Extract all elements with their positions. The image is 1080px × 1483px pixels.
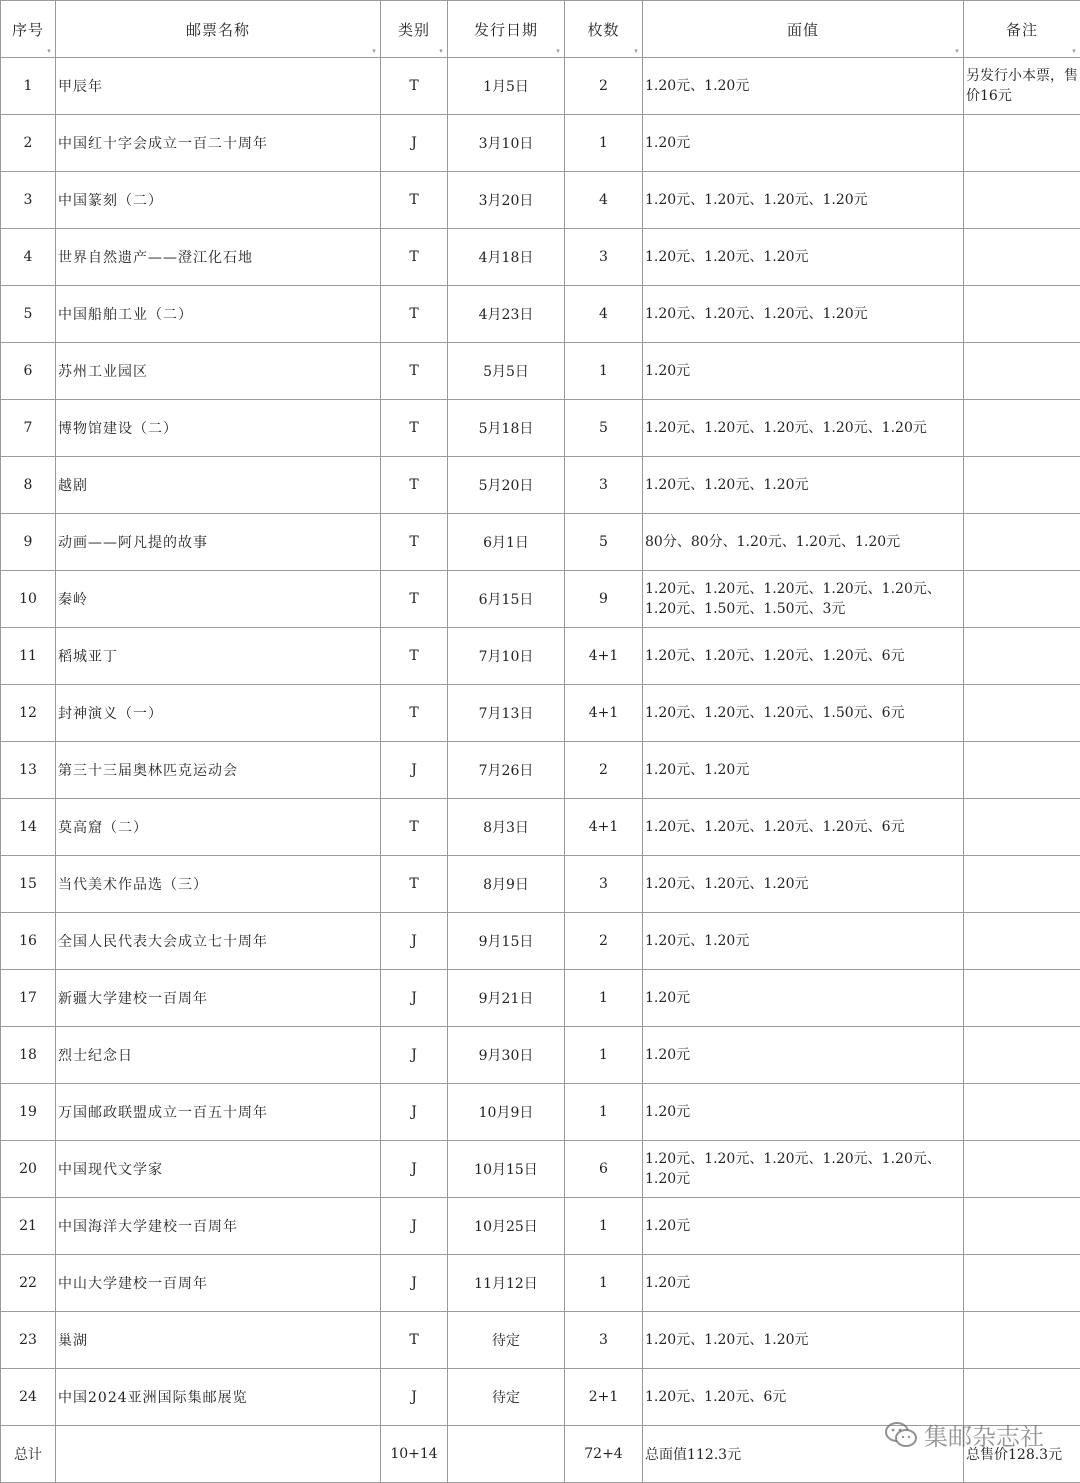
cell-stamp-name: 中国海洋大学建校一百周年 bbox=[56, 1198, 381, 1255]
table-row bbox=[1, 1027, 1080, 1084]
filter-dropdown-icon[interactable]: ▾ bbox=[371, 48, 378, 55]
cell-issue-date: 8月3日 bbox=[448, 799, 565, 856]
cell-face-value: 1.20元、1.20元 bbox=[643, 742, 964, 799]
cell-count: 9 bbox=[565, 571, 643, 628]
cell-face-value: 1.20元 bbox=[643, 1084, 964, 1141]
cell-seq: 16 bbox=[1, 913, 56, 970]
cell-type: J bbox=[381, 1027, 448, 1084]
cell-stamp-name: 第三十三届奥林匹克运动会 bbox=[56, 742, 381, 799]
cell-note bbox=[964, 115, 1080, 172]
cell-face-value: 1.20元、1.20元、1.20元 bbox=[643, 457, 964, 514]
filter-dropdown-icon[interactable]: ▾ bbox=[438, 48, 445, 55]
watermark bbox=[884, 1417, 1044, 1452]
cell-stamp-name: 新疆大学建校一百周年 bbox=[56, 970, 381, 1027]
cell-face-value: 1.20元、1.20元、1.20元、1.20元、1.20元 bbox=[643, 400, 964, 457]
cell-type: J bbox=[381, 1084, 448, 1141]
cell-stamp-name: 秦岭 bbox=[56, 571, 381, 628]
cell-issue-date: 5月20日 bbox=[448, 457, 565, 514]
cell-face-value: 1.20元、1.20元、1.20元、1.20元 bbox=[643, 172, 964, 229]
cell-seq: 15 bbox=[1, 856, 56, 913]
total-face-value: 总面值112.3元 bbox=[643, 1426, 964, 1483]
cell-type: J bbox=[381, 115, 448, 172]
cell-note bbox=[964, 1255, 1080, 1312]
cell-note bbox=[964, 1198, 1080, 1255]
cell-stamp-name: 中国红十字会成立一百二十周年 bbox=[56, 115, 381, 172]
cell-seq: 22 bbox=[1, 1255, 56, 1312]
cell-seq: 20 bbox=[1, 1141, 56, 1198]
cell-face-value: 1.20元、1.20元 bbox=[643, 913, 964, 970]
wechat-icon bbox=[884, 1421, 918, 1449]
table-row bbox=[1, 1198, 1080, 1255]
cell-count: 2+1 bbox=[565, 1369, 643, 1426]
table-row bbox=[1, 400, 1080, 457]
cell-issue-date: 11月12日 bbox=[448, 1255, 565, 1312]
table-row bbox=[1, 856, 1080, 913]
cell-seq: 17 bbox=[1, 970, 56, 1027]
cell-type: J bbox=[381, 970, 448, 1027]
cell-type: T bbox=[381, 343, 448, 400]
cell-count: 4 bbox=[565, 286, 643, 343]
cell-face-value: 1.20元、1.20元、1.20元 bbox=[643, 229, 964, 286]
cell-note bbox=[964, 685, 1080, 742]
cell-seq: 12 bbox=[1, 685, 56, 742]
cell-stamp-name: 越剧 bbox=[56, 457, 381, 514]
table-row bbox=[1, 1312, 1080, 1369]
total-price: 总售价128.3元 bbox=[964, 1426, 1080, 1483]
cell-note bbox=[964, 856, 1080, 913]
cell-count: 2 bbox=[565, 913, 643, 970]
cell-note bbox=[964, 172, 1080, 229]
cell-face-value: 1.20元 bbox=[643, 343, 964, 400]
cell-type: J bbox=[381, 1369, 448, 1426]
cell-seq: 3 bbox=[1, 172, 56, 229]
cell-note bbox=[964, 343, 1080, 400]
cell-type: J bbox=[381, 913, 448, 970]
cell-stamp-name: 动画——阿凡提的故事 bbox=[56, 514, 381, 571]
cell-count: 3 bbox=[565, 229, 643, 286]
cell-note bbox=[964, 400, 1080, 457]
cell-note bbox=[964, 1027, 1080, 1084]
cell-face-value: 1.20元、1.20元、1.20元、1.20元 bbox=[643, 286, 964, 343]
cell-stamp-name: 中国现代文学家 bbox=[56, 1141, 381, 1198]
cell-stamp-name: 世界自然遗产——澄江化石地 bbox=[56, 229, 381, 286]
cell-issue-date: 9月15日 bbox=[448, 913, 565, 970]
cell-issue-date: 待定 bbox=[448, 1369, 565, 1426]
cell-issue-date: 10月25日 bbox=[448, 1198, 565, 1255]
table-row bbox=[1, 1141, 1080, 1198]
cell-type: T bbox=[381, 58, 448, 115]
cell-count: 4 bbox=[565, 172, 643, 229]
header-count[interactable]: 枚数 ▾ bbox=[565, 1, 643, 58]
cell-stamp-name: 中国篆刻（二） bbox=[56, 172, 381, 229]
cell-note: 另发行小本票，售价16元 bbox=[964, 58, 1080, 115]
cell-count: 3 bbox=[565, 856, 643, 913]
cell-face-value: 1.20元、1.20元、1.20元 bbox=[643, 1312, 964, 1369]
cell-seq: 10 bbox=[1, 571, 56, 628]
header-seq[interactable]: 序号 ▾ bbox=[1, 1, 56, 58]
cell-note bbox=[964, 970, 1080, 1027]
header-name[interactable]: 邮票名称 ▾ bbox=[56, 1, 381, 58]
cell-issue-date: 7月26日 bbox=[448, 742, 565, 799]
cell-seq: 14 bbox=[1, 799, 56, 856]
cell-count: 5 bbox=[565, 514, 643, 571]
cell-stamp-name: 全国人民代表大会成立七十周年 bbox=[56, 913, 381, 970]
cell-type: T bbox=[381, 685, 448, 742]
table-row bbox=[1, 913, 1080, 970]
cell-issue-date: 8月9日 bbox=[448, 856, 565, 913]
header-note[interactable]: 备注 ▾ bbox=[964, 1, 1080, 58]
cell-stamp-name: 封神演义（一） bbox=[56, 685, 381, 742]
cell-seq: 11 bbox=[1, 628, 56, 685]
cell-type: T bbox=[381, 571, 448, 628]
cell-face-value: 1.20元 bbox=[643, 1198, 964, 1255]
cell-type: J bbox=[381, 742, 448, 799]
watermark-text: 集邮杂志社 bbox=[924, 1417, 1044, 1452]
total-name-empty bbox=[56, 1426, 381, 1483]
cell-count: 1 bbox=[565, 343, 643, 400]
cell-type: T bbox=[381, 229, 448, 286]
cell-face-value: 1.20元、1.20元、1.20元、1.20元、1.20元、1.20元、1.50元、1.50元、3元 bbox=[643, 571, 964, 628]
cell-issue-date: 5月18日 bbox=[448, 400, 565, 457]
cell-issue-date: 3月20日 bbox=[448, 172, 565, 229]
cell-stamp-name: 甲辰年 bbox=[56, 58, 381, 115]
cell-count: 2 bbox=[565, 742, 643, 799]
cell-note bbox=[964, 229, 1080, 286]
filter-dropdown-icon[interactable]: ▾ bbox=[46, 48, 53, 55]
header-type[interactable]: 类别 ▾ bbox=[381, 1, 448, 58]
cell-seq: 4 bbox=[1, 229, 56, 286]
cell-face-value: 1.20元、1.20元、1.20元、1.20元、1.20元、1.20元 bbox=[643, 1141, 964, 1198]
cell-issue-date: 10月9日 bbox=[448, 1084, 565, 1141]
cell-count: 3 bbox=[565, 1312, 643, 1369]
cell-seq: 13 bbox=[1, 742, 56, 799]
cell-note bbox=[964, 514, 1080, 571]
cell-count: 1 bbox=[565, 1027, 643, 1084]
cell-seq: 19 bbox=[1, 1084, 56, 1141]
cell-note bbox=[964, 742, 1080, 799]
filter-dropdown-icon[interactable]: ▾ bbox=[954, 48, 961, 55]
table-row bbox=[1, 799, 1080, 856]
cell-note bbox=[964, 571, 1080, 628]
total-label: 总计 bbox=[1, 1426, 56, 1483]
cell-seq: 18 bbox=[1, 1027, 56, 1084]
cell-stamp-name: 万国邮政联盟成立一百五十周年 bbox=[56, 1084, 381, 1141]
cell-count: 1 bbox=[565, 1084, 643, 1141]
cell-issue-date: 9月21日 bbox=[448, 970, 565, 1027]
table-row bbox=[1, 115, 1080, 172]
cell-face-value: 1.20元 bbox=[643, 1027, 964, 1084]
cell-issue-date: 10月15日 bbox=[448, 1141, 565, 1198]
cell-type: T bbox=[381, 856, 448, 913]
table-row bbox=[1, 229, 1080, 286]
cell-type: J bbox=[381, 1141, 448, 1198]
cell-note bbox=[964, 628, 1080, 685]
cell-face-value: 1.20元、1.20元、1.20元、1.50元、6元 bbox=[643, 685, 964, 742]
cell-issue-date: 3月10日 bbox=[448, 115, 565, 172]
cell-face-value: 1.20元、1.20元、1.20元、1.20元、6元 bbox=[643, 628, 964, 685]
cell-count: 4+1 bbox=[565, 685, 643, 742]
cell-stamp-name: 博物馆建设（二） bbox=[56, 400, 381, 457]
cell-seq: 21 bbox=[1, 1198, 56, 1255]
cell-count: 4+1 bbox=[565, 799, 643, 856]
cell-seq: 8 bbox=[1, 457, 56, 514]
cell-stamp-name: 中国2024亚洲国际集邮展览 bbox=[56, 1369, 381, 1426]
table-row bbox=[1, 628, 1080, 685]
cell-type: T bbox=[381, 457, 448, 514]
cell-note bbox=[964, 286, 1080, 343]
cell-type: T bbox=[381, 514, 448, 571]
cell-type: T bbox=[381, 799, 448, 856]
table-row bbox=[1, 172, 1080, 229]
cell-seq: 9 bbox=[1, 514, 56, 571]
cell-face-value: 1.20元 bbox=[643, 1255, 964, 1312]
cell-issue-date: 4月18日 bbox=[448, 229, 565, 286]
cell-stamp-name: 苏州工业园区 bbox=[56, 343, 381, 400]
cell-count: 2 bbox=[565, 58, 643, 115]
cell-face-value: 1.20元、1.20元、6元 bbox=[643, 1369, 964, 1426]
header-face-value[interactable]: 面值 ▾ bbox=[643, 1, 964, 58]
cell-note bbox=[964, 457, 1080, 514]
total-type: 10+14 bbox=[381, 1426, 448, 1483]
cell-stamp-name: 中国船舶工业（二） bbox=[56, 286, 381, 343]
cell-type: T bbox=[381, 1312, 448, 1369]
cell-issue-date: 7月13日 bbox=[448, 685, 565, 742]
cell-seq: 6 bbox=[1, 343, 56, 400]
table-row bbox=[1, 685, 1080, 742]
cell-face-value: 1.20元、1.20元、1.20元、1.20元、6元 bbox=[643, 799, 964, 856]
cell-issue-date: 4月23日 bbox=[448, 286, 565, 343]
table-row bbox=[1, 970, 1080, 1027]
table-row bbox=[1, 1255, 1080, 1312]
cell-stamp-name: 中山大学建校一百周年 bbox=[56, 1255, 381, 1312]
cell-count: 5 bbox=[565, 400, 643, 457]
table-row bbox=[1, 58, 1080, 115]
table-row bbox=[1, 286, 1080, 343]
cell-type: J bbox=[381, 1255, 448, 1312]
total-date-empty bbox=[448, 1426, 565, 1483]
cell-count: 1 bbox=[565, 1198, 643, 1255]
cell-issue-date: 6月15日 bbox=[448, 571, 565, 628]
cell-type: T bbox=[381, 628, 448, 685]
cell-type: T bbox=[381, 400, 448, 457]
cell-seq: 1 bbox=[1, 58, 56, 115]
cell-type: T bbox=[381, 286, 448, 343]
cell-stamp-name: 当代美术作品选（三） bbox=[56, 856, 381, 913]
table-row bbox=[1, 742, 1080, 799]
table-row bbox=[1, 514, 1080, 571]
table-row bbox=[1, 457, 1080, 514]
cell-note bbox=[964, 1084, 1080, 1141]
cell-count: 3 bbox=[565, 457, 643, 514]
table-row bbox=[1, 571, 1080, 628]
cell-seq: 2 bbox=[1, 115, 56, 172]
cell-count: 1 bbox=[565, 115, 643, 172]
cell-stamp-name: 稻城亚丁 bbox=[56, 628, 381, 685]
cell-seq: 7 bbox=[1, 400, 56, 457]
cell-type: T bbox=[381, 172, 448, 229]
filter-dropdown-icon[interactable]: ▾ bbox=[633, 48, 640, 55]
cell-face-value: 1.20元 bbox=[643, 115, 964, 172]
cell-stamp-name: 巢湖 bbox=[56, 1312, 381, 1369]
cell-stamp-name: 莫高窟（二） bbox=[56, 799, 381, 856]
table-row bbox=[1, 343, 1080, 400]
cell-issue-date: 6月1日 bbox=[448, 514, 565, 571]
cell-face-value: 1.20元、1.20元 bbox=[643, 58, 964, 115]
cell-count: 1 bbox=[565, 1255, 643, 1312]
cell-note bbox=[964, 799, 1080, 856]
cell-seq: 23 bbox=[1, 1312, 56, 1369]
cell-face-value: 80分、80分、1.20元、1.20元、1.20元 bbox=[643, 514, 964, 571]
cell-issue-date: 9月30日 bbox=[448, 1027, 565, 1084]
cell-issue-date: 5月5日 bbox=[448, 343, 565, 400]
cell-issue-date: 1月5日 bbox=[448, 58, 565, 115]
cell-issue-date: 待定 bbox=[448, 1312, 565, 1369]
cell-count: 4+1 bbox=[565, 628, 643, 685]
cell-type: J bbox=[381, 1198, 448, 1255]
cell-stamp-name: 烈士纪念日 bbox=[56, 1027, 381, 1084]
header-date[interactable]: 发行日期 ▾ bbox=[448, 1, 565, 58]
total-count: 72+4 bbox=[565, 1426, 643, 1483]
filter-dropdown-icon[interactable]: ▾ bbox=[555, 48, 562, 55]
cell-seq: 24 bbox=[1, 1369, 56, 1426]
cell-issue-date: 7月10日 bbox=[448, 628, 565, 685]
cell-count: 1 bbox=[565, 970, 643, 1027]
cell-note bbox=[964, 1312, 1080, 1369]
cell-seq: 5 bbox=[1, 286, 56, 343]
table-row bbox=[1, 1084, 1080, 1141]
cell-face-value: 1.20元 bbox=[643, 970, 964, 1027]
cell-count: 6 bbox=[565, 1141, 643, 1198]
header-row bbox=[1, 1, 1080, 58]
cell-note bbox=[964, 1141, 1080, 1198]
cell-face-value: 1.20元、1.20元、1.20元 bbox=[643, 856, 964, 913]
cell-note bbox=[964, 913, 1080, 970]
filter-dropdown-icon[interactable]: ▾ bbox=[1071, 48, 1078, 55]
